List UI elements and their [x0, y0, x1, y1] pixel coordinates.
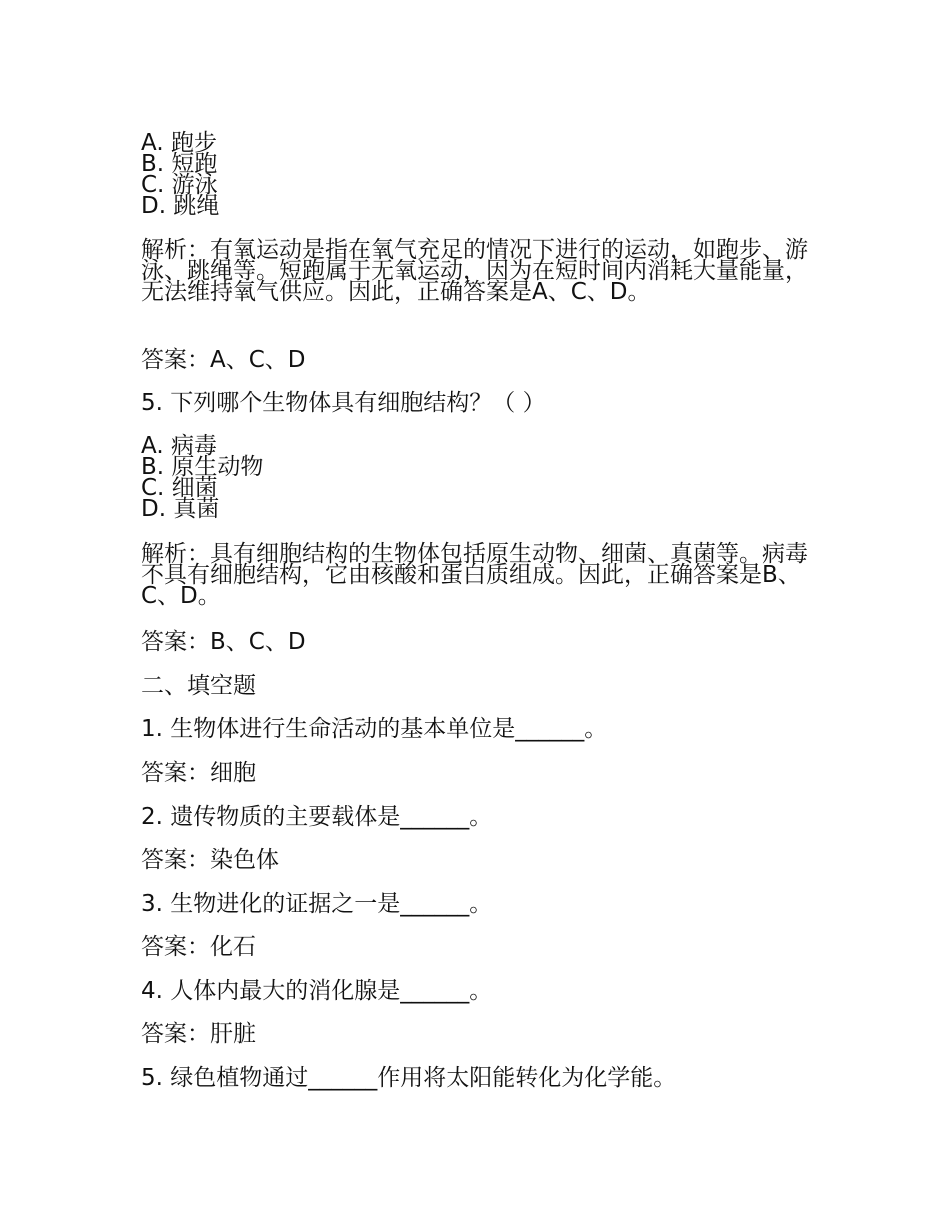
q4-option-d: D. 跳绳	[141, 193, 220, 219]
q4-option-a: A. 跑步	[141, 130, 217, 156]
q5-question: 5. 下列哪个生物体具有细胞结构？（ ）	[141, 390, 546, 416]
q5-answer: 答案：B、C、D	[141, 629, 306, 655]
fill-question-4: 4. 人体内最大的消化腺是______。	[141, 978, 493, 1004]
q5-option-a: A. 病毒	[141, 433, 217, 459]
q5-option-c: C. 细菌	[141, 475, 218, 501]
q4-answer: 答案：A、C、D	[141, 347, 306, 373]
section-title: 二、填空题	[141, 673, 256, 699]
fill-question-3: 3. 生物进化的证据之一是______。	[141, 891, 493, 917]
fill-answer-3: 答案：化石	[141, 934, 256, 960]
fill-answer-2: 答案：染色体	[141, 847, 279, 873]
q4-option-c: C. 游泳	[141, 172, 218, 198]
fill-answer-4: 答案：肝脏	[141, 1021, 256, 1047]
fill-question-5: 5. 绿色植物通过______作用将太阳能转化为化学能。	[141, 1065, 677, 1091]
fill-question-1: 1. 生物体进行生命活动的基本单位是______。	[141, 716, 608, 742]
q4-option-b: B. 短跑	[141, 151, 218, 177]
q5-analysis: 解析：具有细胞结构的生物体包括原生动物、细菌、真菌等。病毒不具有细胞结构，它由核酸和蛋白质组成。因此，正确答案是B、C、D。	[141, 541, 808, 609]
q5-option-d: D. 真菌	[141, 496, 220, 522]
fill-answer-1: 答案：细胞	[141, 760, 256, 786]
q5-option-b: B. 原生动物	[141, 454, 264, 480]
q4-analysis: 解析：有氧运动是指在氧气充足的情况下进行的运动，如跑步、游泳、跳绳等。短跑属于无氧运动，因为在短时间内消耗大量能量，无法维持氧气供应。因此，正确答案是A、C、D。	[141, 237, 808, 305]
fill-question-2: 2. 遗传物质的主要载体是______。	[141, 804, 493, 830]
